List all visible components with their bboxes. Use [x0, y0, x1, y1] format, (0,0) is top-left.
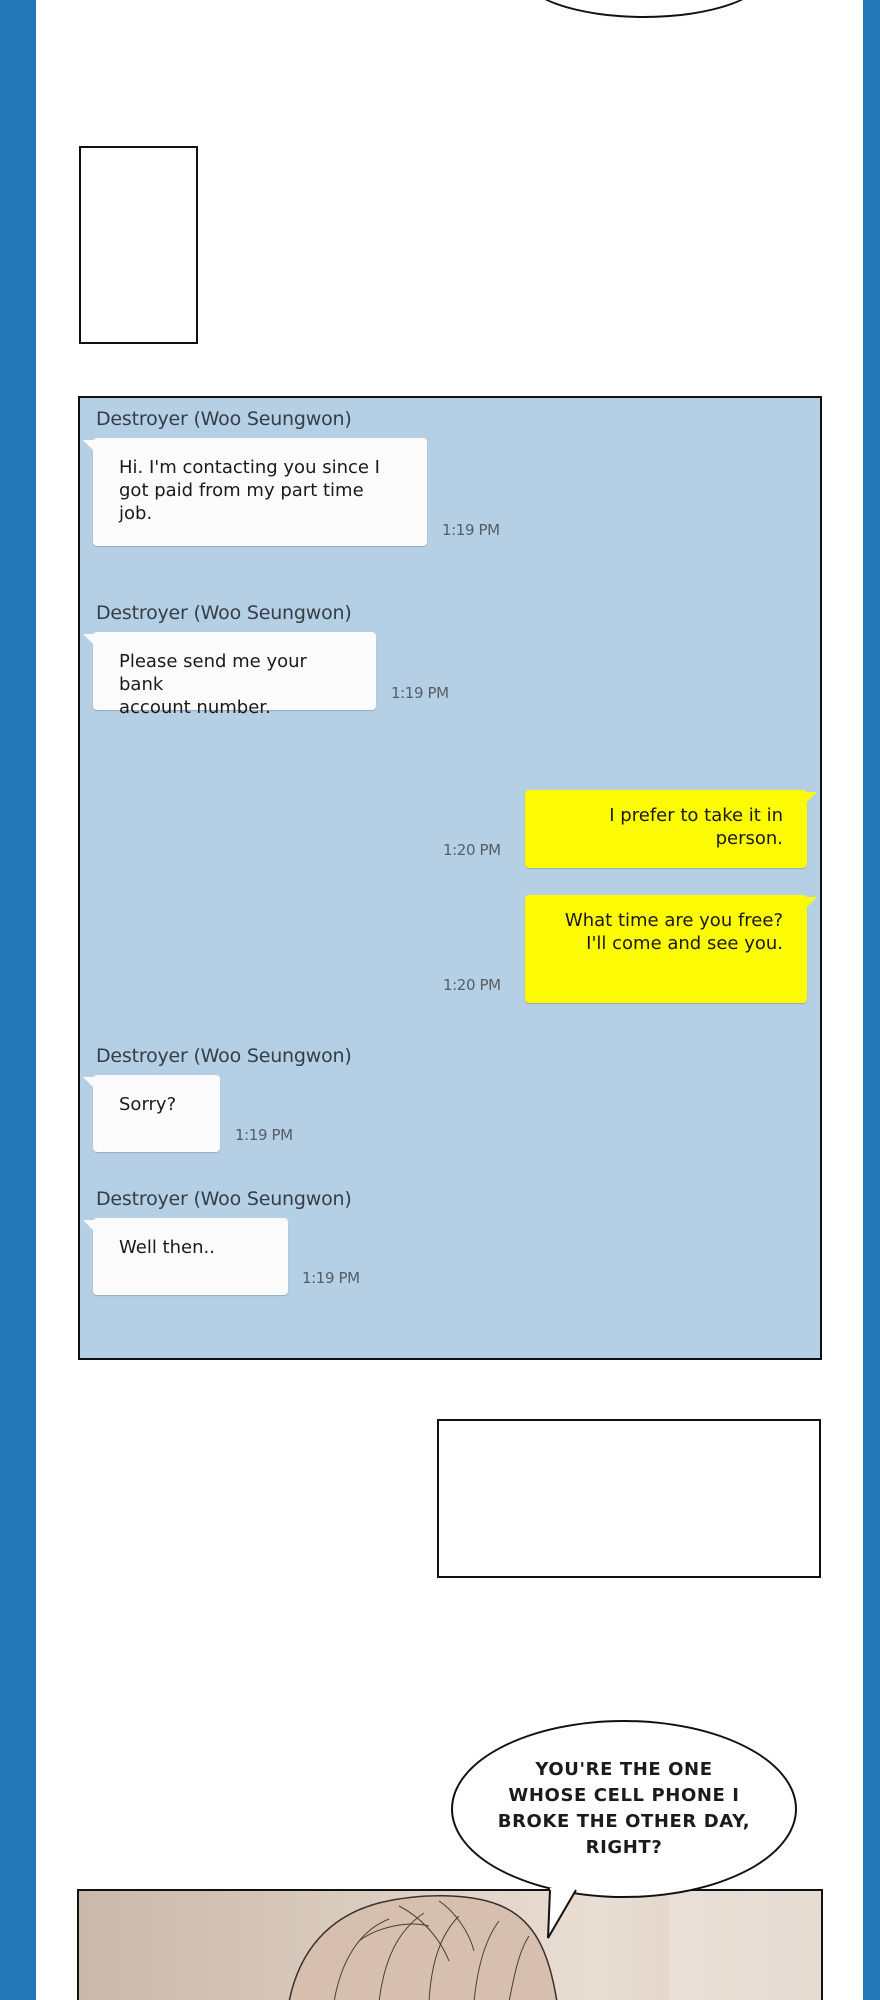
character-illustration-panel	[77, 1889, 823, 2000]
character-hair-drawing	[79, 1891, 823, 2000]
message-text: I prefer to take it in person.	[609, 805, 783, 849]
speech-bubble-text: YOU'RE THE ONE WHOSE CELL PHONE I BROKE THE OTHER DAY, RIGHT?	[497, 1759, 751, 1858]
message-time: 1:20 PM	[443, 976, 501, 994]
incoming-message	[93, 1075, 220, 1152]
chat-screen-panel	[78, 396, 822, 1360]
message-text: Please send me your bank account number.	[119, 651, 307, 718]
incoming-message	[93, 438, 427, 546]
message-time: 1:19 PM	[235, 1126, 293, 1144]
outgoing-message	[525, 790, 807, 868]
sender-name: Destroyer (Woo Seungwon)	[96, 1045, 352, 1067]
sender-name: Destroyer (Woo Seungwon)	[96, 1188, 352, 1210]
sender-name: Destroyer (Woo Seungwon)	[96, 602, 352, 624]
incoming-message	[93, 632, 376, 718]
empty-panel-small	[79, 146, 198, 344]
empty-panel-wide	[437, 1419, 821, 1578]
speech-bubble-partial	[520, 0, 768, 18]
message-text: Sorry?	[119, 1094, 177, 1115]
message-text: What time are you free? I'll come and see you.	[564, 910, 783, 954]
sender-name: Destroyer (Woo Seungwon)	[96, 408, 352, 430]
message-time: 1:19 PM	[442, 521, 500, 539]
message-text: Hi. I'm contacting you since I got paid from my part time job.	[119, 457, 380, 524]
message-time: 1:20 PM	[443, 841, 501, 859]
comic-page	[36, 0, 863, 2000]
speech-bubble-tail	[546, 1888, 586, 1940]
message-text: Well then..	[119, 1237, 215, 1258]
outgoing-message	[525, 895, 807, 1003]
message-time: 1:19 PM	[302, 1269, 360, 1287]
incoming-message	[93, 1218, 288, 1295]
speech-bubble	[451, 1720, 797, 1898]
message-time: 1:19 PM	[391, 684, 449, 702]
